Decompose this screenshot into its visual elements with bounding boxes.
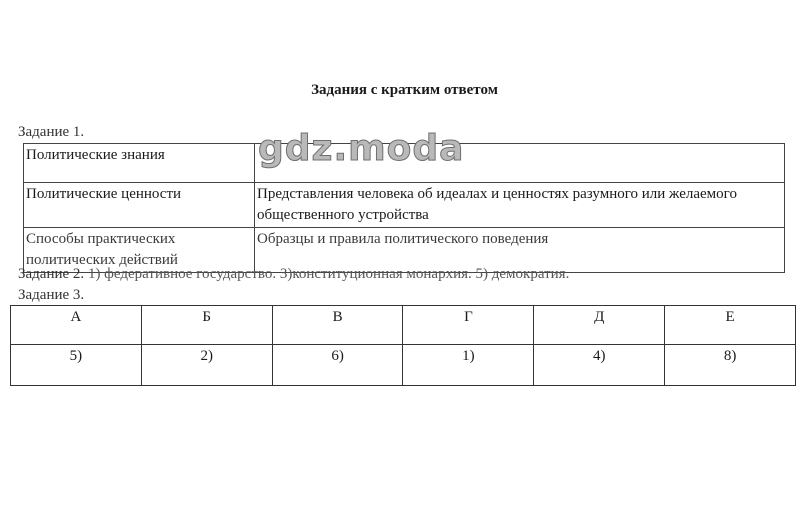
column-header: Б: [141, 306, 272, 345]
table-row: [24, 183, 785, 228]
definition-cell: Представления человека об идеалах и ценностях разумного или желаемого общественного устройства: [255, 183, 785, 228]
term-cell: Политические знания: [24, 144, 255, 183]
definition-cell: Образцы и правила политического поведения: [255, 228, 785, 273]
answer-cell: 2): [141, 345, 272, 386]
column-header: Д: [534, 306, 665, 345]
answer-cell: 6): [272, 345, 403, 386]
task3-table: [10, 305, 796, 386]
column-header: Г: [403, 306, 534, 345]
table-row: [11, 345, 796, 386]
term-cell: Политические ценности: [24, 183, 255, 228]
table-header-row: [11, 306, 796, 345]
answer-cell: 5): [11, 345, 142, 386]
column-header: В: [272, 306, 403, 345]
task2-answer: 1) федеративное государство. 3)конституционная монархия. 5) демократия.: [87, 266, 570, 282]
column-header: А: [11, 306, 142, 345]
answer-cell: 8): [665, 345, 796, 386]
task2-label: Задание 2.: [18, 266, 85, 282]
answer-cell: 1): [403, 345, 534, 386]
column-header: Е: [665, 306, 796, 345]
task2-line: [18, 266, 569, 283]
answer-cell: 4): [534, 345, 665, 386]
task1-label: Задание 1.: [18, 124, 85, 140]
watermark-logo: gdz.moda: [258, 128, 465, 169]
task3-label: Задание 3.: [18, 287, 85, 303]
page-title: Задания с кратким ответом: [311, 82, 498, 98]
term-cell: Способы практических политических действий: [24, 228, 255, 273]
